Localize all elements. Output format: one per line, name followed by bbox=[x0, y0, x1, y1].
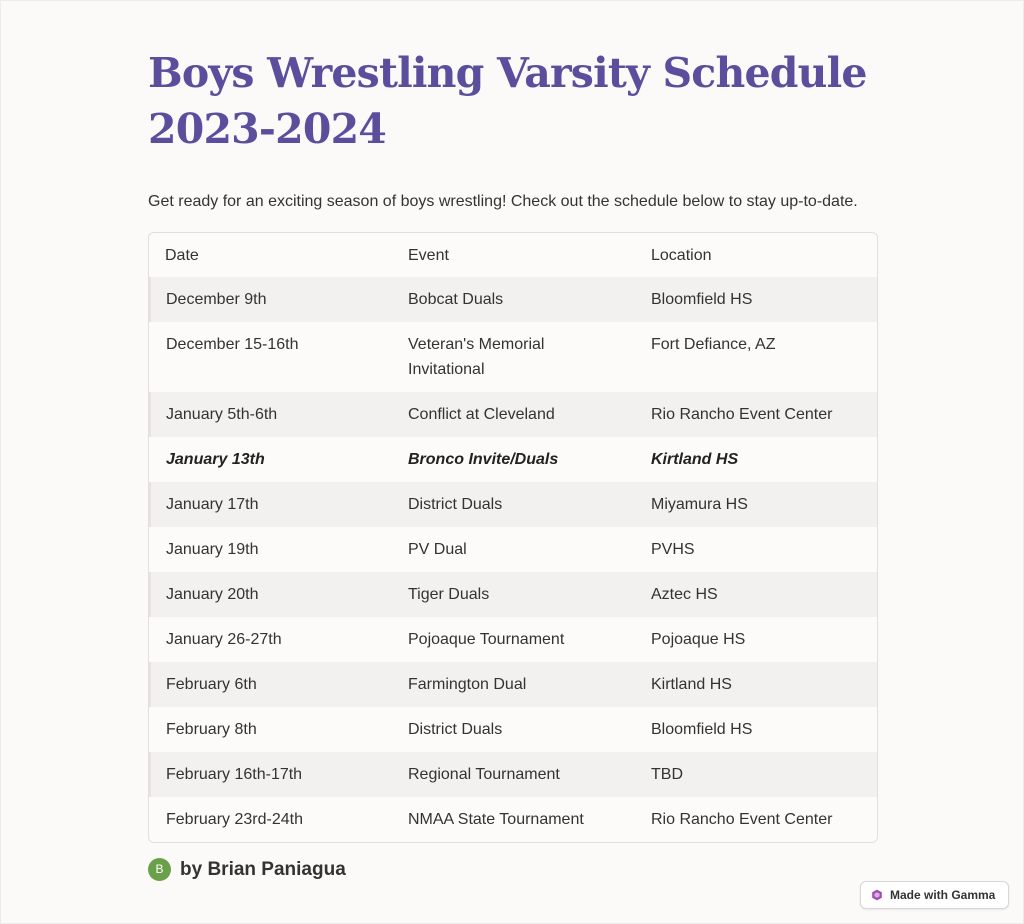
header-date: Date bbox=[165, 247, 199, 264]
cell-date: January 20th bbox=[150, 572, 393, 617]
cell-event: Tiger Duals bbox=[393, 572, 636, 617]
cell-date: January 13th bbox=[166, 451, 265, 468]
table-row bbox=[150, 797, 878, 842]
table-row bbox=[150, 617, 878, 662]
cell-event: PV Dual bbox=[408, 541, 467, 558]
cell-event: Pojoaque Tournament bbox=[408, 631, 565, 648]
cell-event: Conflict at Cleveland bbox=[393, 392, 636, 437]
cell-date: February 6th bbox=[150, 662, 393, 707]
table-row bbox=[150, 277, 878, 322]
table-row bbox=[150, 572, 878, 617]
cell-event: District Duals bbox=[393, 482, 636, 527]
cell-location: Bloomfield HS bbox=[636, 277, 878, 322]
cell-date: January 5th-6th bbox=[150, 392, 393, 437]
table-header-row bbox=[150, 233, 878, 277]
cell-location: Aztec HS bbox=[636, 572, 878, 617]
cell-date: February 16th-17th bbox=[150, 752, 393, 797]
cell-event: Bronco Invite/Duals bbox=[408, 451, 559, 468]
schedule-table-card bbox=[148, 232, 878, 843]
cell-location: Rio Rancho Event Center bbox=[651, 811, 833, 828]
badge-label: Made with Gamma bbox=[890, 888, 996, 902]
cell-date: January 19th bbox=[166, 541, 259, 558]
table-row bbox=[150, 707, 878, 752]
table-row bbox=[150, 482, 878, 527]
cell-event: NMAA State Tournament bbox=[408, 811, 584, 828]
cell-location: Miyamura HS bbox=[636, 482, 878, 527]
made-with-gamma-badge[interactable] bbox=[860, 881, 1009, 909]
table-row bbox=[150, 662, 878, 707]
cell-location: Rio Rancho Event Center bbox=[636, 392, 878, 437]
cell-location: Bloomfield HS bbox=[651, 721, 753, 738]
cell-event: Farmington Dual bbox=[393, 662, 636, 707]
cell-location: Kirtland HS bbox=[651, 451, 739, 468]
table-row bbox=[150, 752, 878, 797]
cell-date: January 17th bbox=[150, 482, 393, 527]
cell-date: February 8th bbox=[166, 721, 257, 738]
cell-date: February 23rd-24th bbox=[166, 811, 303, 828]
cell-date: December 9th bbox=[150, 277, 393, 322]
header-event: Event bbox=[408, 247, 449, 264]
cell-date: January 26-27th bbox=[166, 631, 282, 648]
table-row-highlighted bbox=[150, 437, 878, 482]
page-title: Boys Wrestling Varsity Schedule 2023-2024 bbox=[148, 49, 867, 153]
cell-location: TBD bbox=[636, 752, 878, 797]
author-byline bbox=[148, 858, 346, 881]
author-name: by Brian Paniagua bbox=[180, 858, 346, 880]
gamma-logo-icon bbox=[871, 889, 883, 901]
cell-location: Pojoaque HS bbox=[651, 631, 746, 648]
cell-event: District Duals bbox=[408, 721, 503, 738]
schedule-table bbox=[149, 233, 878, 842]
cell-location: Fort Defiance, AZ bbox=[651, 336, 776, 353]
table-row bbox=[150, 322, 878, 392]
cell-date: December 15-16th bbox=[166, 336, 299, 353]
cell-location: Kirtland HS bbox=[636, 662, 878, 707]
cell-event: Bobcat Duals bbox=[393, 277, 636, 322]
intro-text: Get ready for an exciting season of boys wrestling! Check out the schedule below to stay up-to-date. bbox=[148, 193, 858, 210]
header-location: Location bbox=[651, 247, 712, 264]
cell-event: Veteran's Memorial Invitational bbox=[408, 336, 545, 378]
table-row bbox=[150, 392, 878, 437]
cell-location: PVHS bbox=[651, 541, 695, 558]
avatar: B bbox=[148, 858, 171, 881]
table-row bbox=[150, 527, 878, 572]
cell-event: Regional Tournament bbox=[393, 752, 636, 797]
